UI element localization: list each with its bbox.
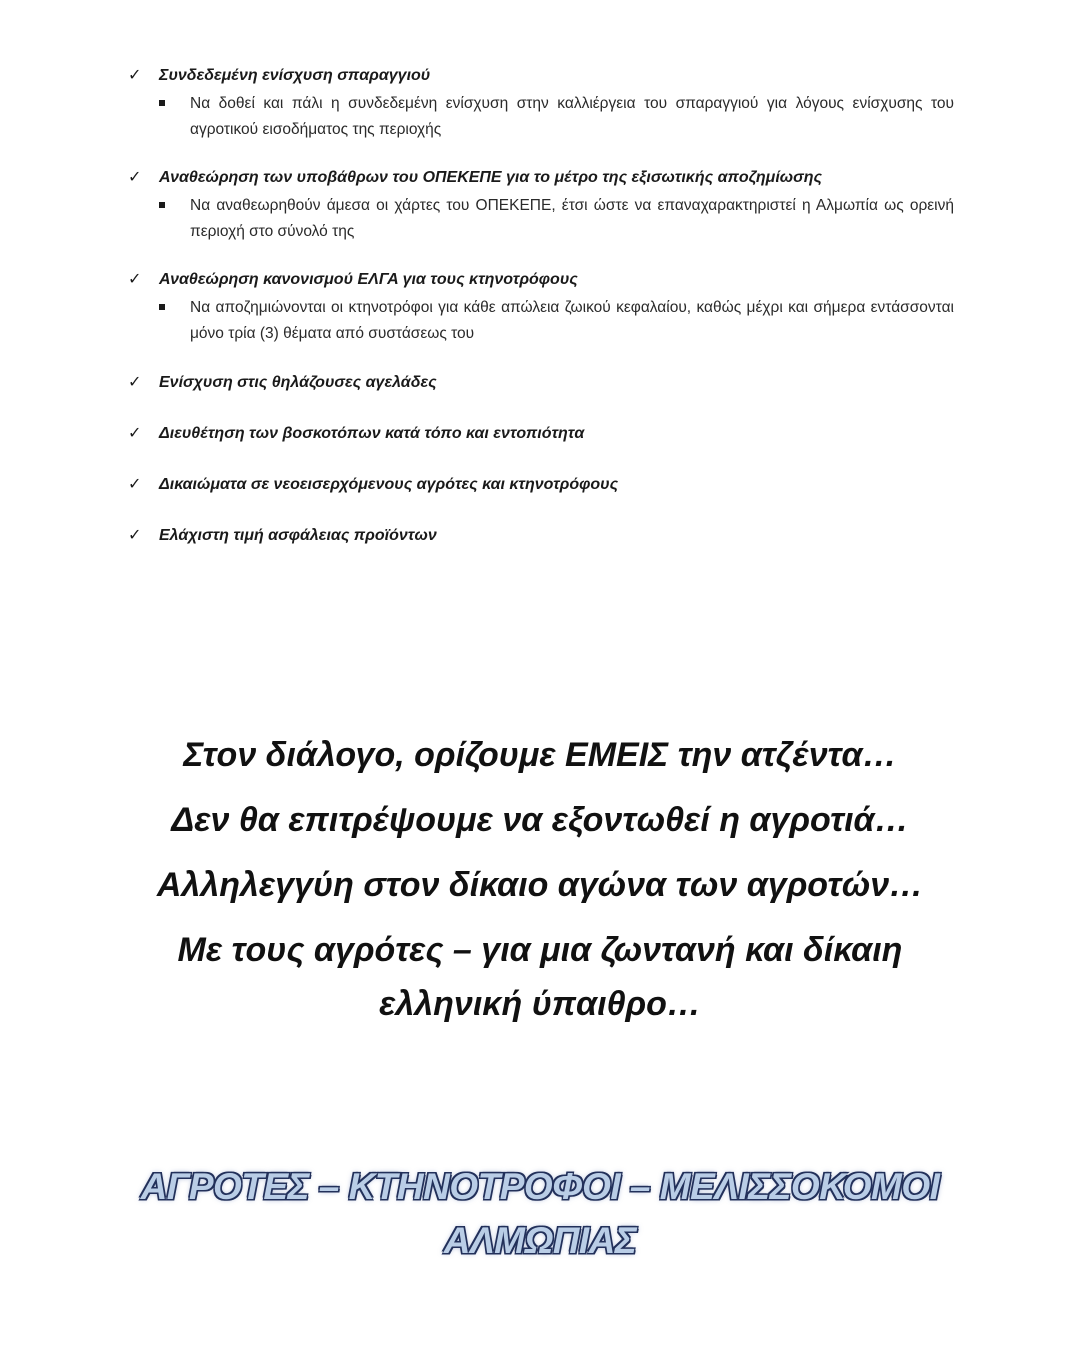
list-item-subpoint-text: Να αναθεωρηθούν άμεσα οι χάρτες του ΟΠΕΚΕΠΕ, έτσι ώστε να επαναχαρακτηριστεί η Αλμωπία ως ορεινή περιοχή στο σύνολό της	[190, 197, 954, 240]
checkmark-icon: ✓	[128, 476, 142, 493]
list-item-heading-text: Αναθεώρηση των υποβάθρων του ΟΠΕΚΕΠΕ για το μέτρο της εξισωτικής αποζημίωσης	[159, 169, 823, 186]
list-item-heading	[128, 270, 954, 290]
slogan-line: Δεν θα επιτρέψουμε να εξοντωθεί η αγροτιά…	[171, 801, 909, 839]
checkmark-icon: ✓	[128, 169, 142, 186]
slogan-line: Στον διάλογο, ορίζουμε ΕΜΕΙΣ την ατζέντα…	[183, 736, 897, 774]
slogan-line: Αλληλεγγύη στον δίκαιο αγώνα των αγροτών…	[156, 866, 924, 904]
signature-footer	[90, 1160, 990, 1268]
footer-line-2: ΑΛΜΩΠΙΑΣ	[443, 1220, 637, 1261]
checkmark-icon: ✓	[128, 527, 142, 544]
list-item	[128, 270, 954, 347]
footer-line-1: ΑΓΡΟΤΕΣ – ΚΤΗΝΟΤΡΟΦΟΙ – ΜΕΛΙΣΣΟΚΟΜΟΙ	[140, 1166, 940, 1207]
checkmark-icon: ✓	[128, 425, 142, 442]
list-item	[128, 424, 954, 444]
list-item-subpoint	[128, 193, 954, 245]
list-item-heading-text: Διευθέτηση των βοσκοτόπων κατά τόπο και εντοπιότητα	[159, 425, 585, 442]
checkmark-icon: ✓	[128, 67, 142, 84]
list-item	[128, 526, 954, 546]
slogan-line: Με τους αγρότες – για μια ζωντανή και δίκαιη	[177, 931, 903, 969]
checkmark-icon: ✓	[128, 374, 142, 391]
list-item-heading	[128, 424, 954, 444]
slogan-line: ελληνική ύπαιθρο…	[379, 985, 701, 1023]
list-item-heading-text: Συνδεδεμένη ενίσχυση σπαραγγιού	[159, 67, 431, 84]
list-item	[128, 66, 954, 143]
list-item-heading	[128, 475, 954, 495]
list-item-subpoint	[128, 295, 954, 347]
list-item-heading	[128, 66, 954, 86]
list-item	[128, 373, 954, 393]
checkmark-icon: ✓	[128, 271, 142, 288]
list-item-heading-text: Ελάχιστη τιμή ασφάλειας προϊόντων	[159, 527, 437, 544]
list-item-heading	[128, 373, 954, 393]
square-bullet-icon	[159, 100, 165, 106]
list-item-subpoint	[128, 91, 954, 143]
list-item-subpoint-text: Να αποζημιώνονται οι κτηνοτρόφοι για κάθε απώλεια ζωικού κεφαλαίου, καθώς μέχρι και σήμερα εντάσσονται μόνο τρία (3) θέματα από συστάσεως του	[190, 299, 954, 342]
square-bullet-icon	[159, 202, 165, 208]
square-bullet-icon	[159, 304, 165, 310]
list-item-subpoint-text: Να δοθεί και πάλι η συνδεδεμένη ενίσχυση στην καλλιέργεια του σπαραγγιού για λόγους ενίσχυσης του αγροτικού εισοδήματος της περιοχής	[190, 95, 954, 138]
list-item-heading	[128, 168, 954, 188]
list-item-heading-text: Αναθεώρηση κανονισμού ΕΛΓΑ για τους κτηνοτρόφους	[159, 271, 578, 288]
list-item-heading-text: Δικαιώματα σε νεοεισερχόμενους αγρότες και κτηνοτρόφους	[159, 476, 619, 493]
slogans-block	[90, 728, 990, 1031]
list-item	[128, 168, 954, 245]
list-item-heading-text: Ενίσχυση στις θηλάζουσες αγελάδες	[159, 374, 437, 391]
list-item-heading	[128, 526, 954, 546]
list-item	[128, 475, 954, 495]
